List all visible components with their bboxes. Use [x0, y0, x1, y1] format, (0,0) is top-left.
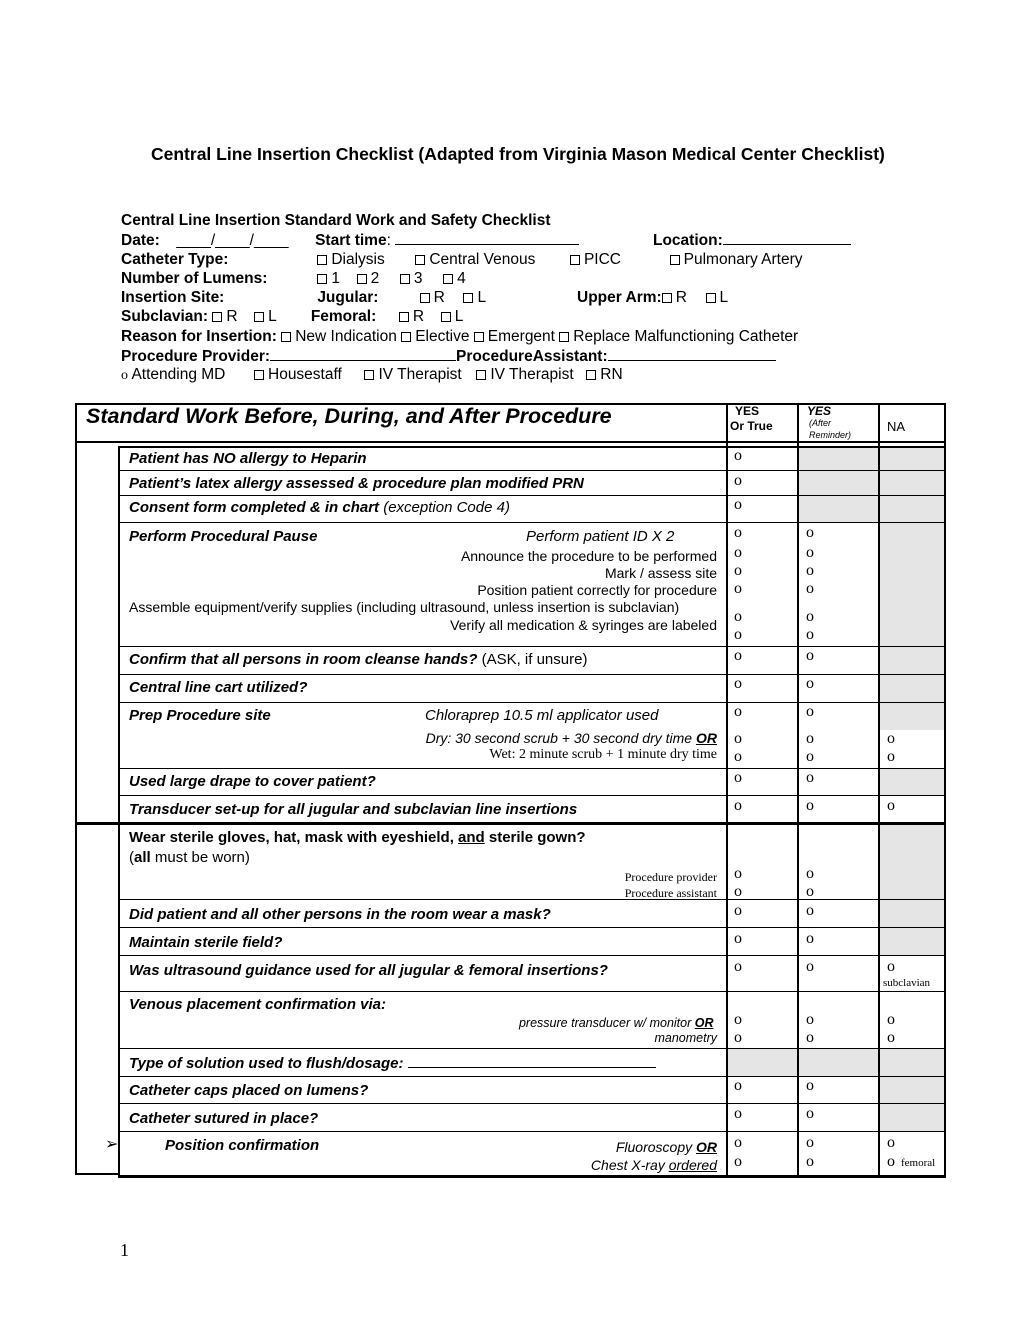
checkbox-icon [212, 312, 222, 322]
date-label: Date: [121, 232, 160, 249]
shade-sutured-na [879, 1104, 944, 1132]
marker-prep-dry-yes[interactable]: o [734, 730, 742, 747]
marker-assemble-yes-after[interactable]: o [806, 608, 814, 625]
checkbox-icon [463, 293, 473, 303]
row-position: Position confirmation [165, 1137, 320, 1154]
checkbox-icon [317, 255, 327, 265]
marker-gloves-provider-yes-after[interactable]: o [806, 865, 814, 882]
row-drape: Used large drape to cover patient? [129, 773, 376, 790]
gloves-assistant: Procedure assistant [624, 886, 717, 900]
jugular-l[interactable]: L [463, 289, 486, 306]
ultrasound-na-note: subclavian [883, 977, 931, 989]
position-chest-xray: Chest X-ray ordered [590, 1157, 717, 1173]
row-transducer: Transducer set-up for all jugular and subclavian line insertions [129, 801, 578, 818]
marker-transducer-yes[interactable]: o [734, 797, 742, 814]
checkbox-icon [706, 293, 716, 303]
arrow-bullet-icon: ➢ [105, 1136, 119, 1153]
catheter-type-row [121, 250, 803, 270]
marker-prep-yes[interactable]: o [734, 703, 742, 720]
radio-icon: o [121, 368, 128, 383]
lumens-2[interactable]: 2 [357, 270, 380, 287]
reason-new-indication[interactable]: New Indication [281, 328, 397, 345]
femoral-r[interactable]: R [399, 308, 424, 325]
marker-prep-yes-after[interactable]: o [806, 703, 814, 720]
row-prep-note: Chloraprep 10.5 ml applicator used [425, 707, 659, 724]
pause-item-verify: Verify all medication & syringes are labeled [450, 617, 717, 633]
role-rn[interactable]: RN [586, 366, 622, 383]
flush-field[interactable] [408, 1055, 656, 1068]
role-iv-therapist[interactable]: IV Therapist [364, 366, 461, 383]
date-row: Date: ____/____/____ Start time: [121, 230, 579, 251]
marker-announce-yes[interactable]: o [734, 544, 742, 561]
shade-cart-na [879, 675, 944, 703]
checkbox-icon [400, 274, 410, 284]
subclavian-label: Subclavian: [121, 308, 208, 325]
role-iv-therapist-2[interactable]: IV Therapist [476, 366, 573, 383]
row-sterile: Maintain sterile field? [129, 934, 283, 951]
checklist-table [75, 403, 946, 1175]
row-pause-id: Perform patient ID X 2 [526, 528, 675, 545]
subclavian-r[interactable]: R [212, 308, 237, 325]
marker-cart-yes-after[interactable]: o [806, 675, 814, 692]
marker-pause-id-yes[interactable]: o [734, 524, 742, 541]
subclavian-row [121, 307, 463, 327]
checkbox-icon [401, 332, 411, 342]
checkbox-icon [441, 312, 451, 322]
upper-arm-r[interactable]: R [662, 289, 687, 306]
marker-transducer-yes-after[interactable]: o [806, 797, 814, 814]
checkbox-icon [559, 332, 569, 342]
insertion-site-row [121, 288, 486, 308]
form-heading: Central Line Insertion Standard Work and Safety Checklist [121, 212, 551, 229]
reason-elective[interactable]: Elective [401, 328, 469, 345]
col-reminder: Reminder) [809, 430, 852, 440]
marker-gloves-assistant-yes[interactable]: o [734, 883, 742, 900]
marker-hands-yes[interactable]: o [734, 647, 742, 664]
checkbox-icon [570, 255, 580, 265]
provider-field[interactable] [270, 346, 456, 361]
shade-flush [727, 1049, 944, 1076]
row-caps: Catheter caps placed on lumens? [129, 1082, 369, 1099]
marker-venous-a-yes-after[interactable]: o [806, 1011, 814, 1028]
pause-item-mark: Mark / assess site [604, 565, 717, 581]
marker-fluoro-yes[interactable]: o [734, 1134, 742, 1151]
marker-prep-wet-yes-after[interactable]: o [806, 748, 814, 765]
row-pause: Perform Procedural Pause [129, 528, 318, 545]
row-heparin: Patient has NO allergy to Heparin [129, 450, 367, 467]
checkbox-icon [670, 255, 680, 265]
upper-arm-l[interactable]: L [706, 289, 729, 306]
marker-mark-yes-after[interactable]: o [806, 562, 814, 579]
catheter-type-pulmonary-artery[interactable]: Pulmonary Artery [670, 251, 803, 268]
row-hands: Confirm that all persons in room cleanse hands? (ASK, if unsure) [129, 651, 588, 668]
shade-sterile-na [879, 928, 944, 956]
row-sutured: Catheter sutured in place? [129, 1110, 319, 1127]
venous-manometry: manometry [654, 1031, 717, 1045]
marker-position-yes[interactable]: o [734, 580, 742, 597]
checkbox-icon [415, 255, 425, 265]
lumens-4[interactable]: 4 [443, 270, 466, 287]
marker-prep-dry-na[interactable]: o [887, 730, 895, 747]
date-field[interactable]: ____/____/____ [176, 232, 289, 249]
checkbox-icon [443, 274, 453, 284]
lumens-label: Number of Lumens: [121, 270, 268, 287]
role-housestaff[interactable]: Housestaff [254, 366, 342, 383]
subclavian-l[interactable]: L [254, 308, 276, 325]
marker-ultrasound-na[interactable]: o [887, 958, 895, 975]
reason-emergent[interactable]: Emergent [474, 328, 555, 345]
marker-mask-yes-after[interactable]: o [806, 902, 814, 919]
shade-latex [798, 471, 944, 495]
page-number: 1 [120, 1240, 129, 1260]
row-latex: Patient’s latex allergy assessed & procedure plan modified PRN [129, 475, 584, 492]
marker-venous-a-yes[interactable]: o [734, 1011, 742, 1028]
reason-row [121, 327, 798, 347]
upper-arm-row [577, 288, 728, 308]
prep-dry: Dry: 30 second scrub + 30 second dry time OR [425, 730, 717, 746]
lumens-row [121, 269, 466, 289]
jugular-label: Jugular: [317, 289, 379, 306]
marker-transducer-na[interactable]: o [887, 797, 895, 814]
marker-position-yes-after[interactable]: o [806, 580, 814, 597]
marker-consent-yes[interactable]: o [734, 496, 742, 513]
checkbox-icon [254, 312, 264, 322]
marker-mark-yes[interactable]: o [734, 562, 742, 579]
col-yes-after: YES [807, 404, 832, 418]
marker-fluoro-yes-after[interactable]: o [806, 1134, 814, 1151]
pause-item-announce: Announce the procedure to be performed [460, 548, 717, 564]
location-label: Location: [653, 232, 723, 249]
jugular-r[interactable]: R [420, 289, 445, 306]
checkbox-icon [476, 370, 486, 380]
checkbox-icon [364, 370, 374, 380]
marker-cart-yes[interactable]: o [734, 675, 742, 692]
marker-venous-b-na[interactable]: o [887, 1029, 895, 1046]
position-fluoroscopy: Fluoroscopy OR [615, 1139, 717, 1155]
shade-pause-na [879, 523, 944, 647]
pause-item-position: Position patient correctly for procedure [477, 582, 717, 598]
insertion-site-label: Insertion Site: [121, 289, 225, 306]
marker-caps-yes-after[interactable]: o [806, 1077, 814, 1094]
row-flush: Type of solution used to flush/dosage: [129, 1055, 656, 1072]
checkbox-icon [357, 274, 367, 284]
shade-hands-na [879, 647, 944, 675]
lumens-1[interactable]: 1 [317, 270, 340, 287]
position-na-note: femoral [901, 1157, 936, 1169]
shade-mask-na [879, 900, 944, 928]
provider-row [121, 346, 776, 367]
row-consent: Consent form completed & in chart (exception Code 4) [129, 499, 510, 516]
marker-latex-yes[interactable]: o [734, 472, 742, 489]
checkbox-icon [586, 370, 596, 380]
marker-prep-wet-yes[interactable]: o [734, 748, 742, 765]
checkbox-icon [399, 312, 409, 322]
checkbox-icon [420, 293, 430, 303]
marker-fluoro-na[interactable]: o [887, 1134, 895, 1151]
marker-verify-yes-after[interactable]: o [806, 626, 814, 643]
role-attending-md[interactable]: o Attending MD [121, 366, 226, 383]
roles-row [121, 365, 623, 386]
shade-consent [798, 495, 944, 523]
marker-ultrasound-yes[interactable]: o [734, 958, 742, 975]
start-time-field[interactable] [395, 230, 579, 245]
row-gloves-note: (all must be worn) [129, 849, 250, 866]
marker-mask-yes[interactable]: o [734, 902, 742, 919]
pause-item-assemble: Assemble equipment/verify supplies (including ultrasound, unless insertion is subclavian) [129, 599, 680, 615]
marker-sutured-yes-after[interactable]: o [806, 1105, 814, 1122]
col-or-true: Or True [730, 419, 773, 433]
shade-caps-na [879, 1076, 944, 1104]
marker-heparin-yes[interactable]: o [734, 447, 742, 464]
marker-ultrasound-yes-after[interactable]: o [806, 958, 814, 975]
marker-xray-yes[interactable]: o [734, 1153, 742, 1170]
shade-gloves-na [879, 825, 944, 900]
upper-arm-label: Upper Arm: [577, 289, 662, 306]
row-cart: Central line cart utilized? [129, 679, 308, 696]
femoral-label: Femoral: [310, 308, 377, 325]
table-header-title: Standard Work Before, During, and After Procedure [86, 404, 612, 428]
venous-transducer: pressure transducer w/ monitor OR [518, 1016, 714, 1030]
marker-xray-yes-after[interactable]: o [806, 1153, 814, 1170]
marker-gloves-assistant-yes-after[interactable]: o [806, 883, 814, 900]
shade-heparin [798, 446, 944, 471]
start-time-label: Start time [315, 232, 387, 249]
col-na: NA [887, 419, 906, 434]
prep-wet: Wet: 2 minute scrub + 1 minute dry time [489, 747, 717, 762]
marker-caps-yes[interactable]: o [734, 1077, 742, 1094]
catheter-type-dialysis[interactable]: Dialysis [317, 251, 384, 268]
row-venous: Venous placement confirmation via: [129, 996, 386, 1013]
marker-sterile-yes[interactable]: o [734, 930, 742, 947]
provider-label: Procedure Provider: [121, 348, 271, 365]
row-prep: Prep Procedure site [129, 707, 271, 724]
femoral-l[interactable]: L [441, 308, 464, 325]
row-ultrasound: Was ultrasound guidance used for all jugular & femoral insertions? [129, 962, 608, 979]
location-field[interactable] [723, 230, 851, 245]
marker-gloves-provider-yes[interactable]: o [734, 865, 742, 882]
marker-prep-dry-yes-after[interactable]: o [806, 730, 814, 747]
marker-pause-id-yes-after[interactable]: o [806, 524, 814, 541]
checkbox-icon [474, 332, 484, 342]
marker-drape-yes-after[interactable]: o [806, 769, 814, 786]
marker-venous-a-na[interactable]: o [887, 1011, 895, 1028]
marker-xray-na[interactable]: o [887, 1153, 895, 1170]
marker-venous-b-yes[interactable]: o [734, 1029, 742, 1046]
checkbox-icon [281, 332, 291, 342]
marker-assemble-yes[interactable]: o [734, 608, 742, 625]
marker-verify-yes[interactable]: o [734, 626, 742, 643]
catheter-type-picc[interactable]: PICC [570, 251, 621, 268]
col-after: (After [809, 418, 832, 428]
marker-drape-yes[interactable]: o [734, 769, 742, 786]
catheter-type-label: Catheter Type: [121, 251, 229, 268]
marker-sutured-yes[interactable]: o [734, 1105, 742, 1122]
shade-drape-na [879, 769, 944, 796]
location-row [653, 230, 851, 251]
checkbox-icon [317, 274, 327, 284]
marker-announce-yes-after[interactable]: o [806, 544, 814, 561]
lumens-3[interactable]: 3 [400, 270, 423, 287]
assistant-label: ProcedureAssistant: [456, 348, 608, 365]
marker-prep-wet-na[interactable]: o [887, 748, 895, 765]
catheter-type-central-venous[interactable]: Central Venous [415, 251, 535, 268]
marker-hands-yes-after[interactable]: o [806, 647, 814, 664]
checkbox-icon [254, 370, 264, 380]
row-gloves: Wear sterile gloves, hat, mask with eyeshield, and sterile gown? [129, 829, 586, 846]
assistant-field[interactable] [608, 346, 776, 361]
col-yes: YES [735, 404, 760, 418]
marker-venous-b-yes-after[interactable]: o [806, 1029, 814, 1046]
page-title: Central Line Insertion Checklist (Adapted from Virginia Mason Medical Center Checklist) [151, 144, 885, 164]
marker-sterile-yes-after[interactable]: o [806, 930, 814, 947]
gloves-provider: Procedure provider [624, 870, 717, 884]
checkbox-icon [662, 293, 672, 303]
reason-label: Reason for Insertion: [121, 328, 277, 345]
row-mask: Did patient and all other persons in the room wear a mask? [129, 906, 551, 923]
reason-replace-catheter[interactable]: Replace Malfunctioning Catheter [559, 328, 798, 345]
shade-prep-na [879, 703, 944, 730]
